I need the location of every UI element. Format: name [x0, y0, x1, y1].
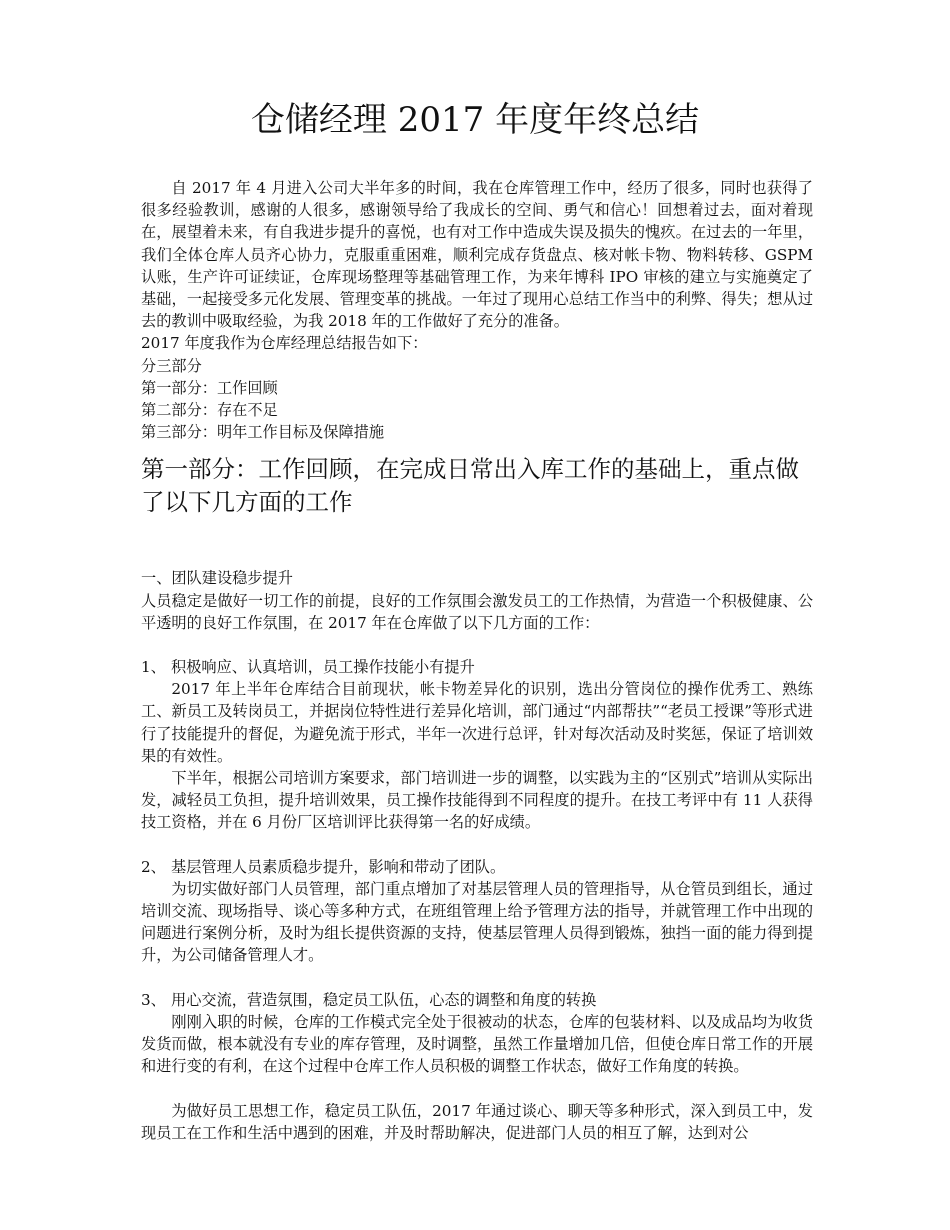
section-one-heading: 第一部分：工作回顾，在完成日常出入库工作的基础上，重点做了以下几方面的工作	[141, 455, 799, 517]
item-title-1	[141, 656, 813, 678]
item-paragraph: 为切实做好部门人员管理，部门重点增加了对基层管理人员的管理指导，从仓管员到组长，通过培训交流、现场指导、谈心等多种方式，在班组管理上给予管理方法的指导，并就管理工作中出现的问题进行案例分析，及时为组长提供资源的支持，使基层管理人员得到锻炼，独挡一面的能力得到提升，为公司储备管理人才。	[141, 879, 813, 965]
intro-paragraph: 自 2017 年 4 月进入公司大半年多的时间，我在仓库管理工作中，经历了很多，同时也获得了很多经验教训，感谢的人很多，感谢领导给了我成长的空间、勇气和信心！回想着过去，面对着现在，展望着未来，有自我进步提升的喜悦，也有对工作中造成失误及损失的愧疚。在过去的一年里，我们全体仓库人员齐心协力，克服重重困难，顺利完成存货盘点、核对帐卡物、物料转移、GSPM 认账，生产许可证续证，仓库现场整理等基础管理工作，为来年博科 IPO 审核的建立与实施奠定了基础，一起接受多元化发展、管理变革的挑战。一年过了现用心总结工作当中的利弊、得失；想从过去的教训中吸取经验，为我 2018 年的工作做好了充分的准备。	[141, 179, 813, 331]
item-title-2	[141, 856, 813, 878]
spacer	[141, 519, 813, 567]
team-heading: 一、团队建设稳步提升	[141, 569, 293, 588]
item-title-3	[141, 989, 813, 1011]
item-number: 2、	[141, 857, 166, 876]
part-two-line: 第二部分：存在不足	[141, 401, 278, 420]
spacer	[141, 834, 813, 856]
item-paragraph: 2017 年上半年仓库结合目前现状，帐卡物差异化的识别，选出分管岗位的操作优秀工、熟练工、新员工及转岗员工，并据岗位特性进行差异化培训，部门通过“内部帮扶”“老员工授课”等形式进行了技能提升的督促，为避免流于形式，半年一次进行总评，针对每次活动及时奖惩，保证了培训效果的有效性。	[141, 680, 813, 765]
parts-count-line: 分三部分	[141, 356, 202, 375]
item-paragraph: 下半年，根据公司培训方案要求，部门培训进一步的调整，以实践为主的“区别式”培训从实际出发，减轻员工负担，提升培训效果，员工操作技能得到不同程度的提升。在技工考评中有 11 人获得技工资格，并在 6 月份厂区培训评比获得第一名的好成绩。	[141, 769, 813, 832]
part-one-line: 第一部分：工作回顾	[141, 378, 278, 397]
report-intro-line: 2017 年度我作为仓库经理总结报告如下：	[141, 334, 428, 353]
spacer	[141, 634, 813, 656]
document-body	[141, 177, 813, 1144]
spacer	[141, 1078, 813, 1100]
item-paragraph: 刚刚入职的时候，仓库的工作模式完全处于很被动的状态，仓库的包装材料、以及成品均为收货发货而做，根本就没有专业的库存管理，及时调整，虽然工作量增加几倍，但使仓库日常工作的开展和进行变的有利，在这个过程中仓库工作人员积极的调整工作状态，做好工作角度的转换。	[141, 1012, 813, 1076]
team-paragraph: 人员稳定是做好一切工作的前提，良好的工作氛围会激发员工的工作热情，为营造一个积极健康、公平透明的良好工作氛围，在 2017 年在仓库做了以下几方面的工作：	[141, 591, 813, 632]
item-number: 3、	[141, 990, 166, 1009]
part-three-line: 第三部分：明年工作目标及保障措施	[141, 423, 384, 442]
spacer	[141, 967, 813, 989]
item-title-text: 积极响应、认真培训，员工操作技能小有提升	[171, 658, 475, 677]
item-number: 1、	[141, 658, 166, 677]
document-title: 仓储经理 2017 年度年终总结	[250, 100, 700, 140]
item-title-text: 用心交流，营造氛围，稳定员工队伍，心态的调整和角度的转换	[171, 990, 597, 1009]
closing-paragraph: 为做好员工思想工作，稳定员工队伍，2017 年通过谈心、聊天等多种形式，深入到员工中，发现员工在工作和生活中遇到的困难，并及时帮助解决，促进部门人员的相互了解，达到对公	[141, 1101, 813, 1142]
item-title-text: 基层管理人员素质稳步提升，影响和带动了团队。	[171, 857, 506, 876]
